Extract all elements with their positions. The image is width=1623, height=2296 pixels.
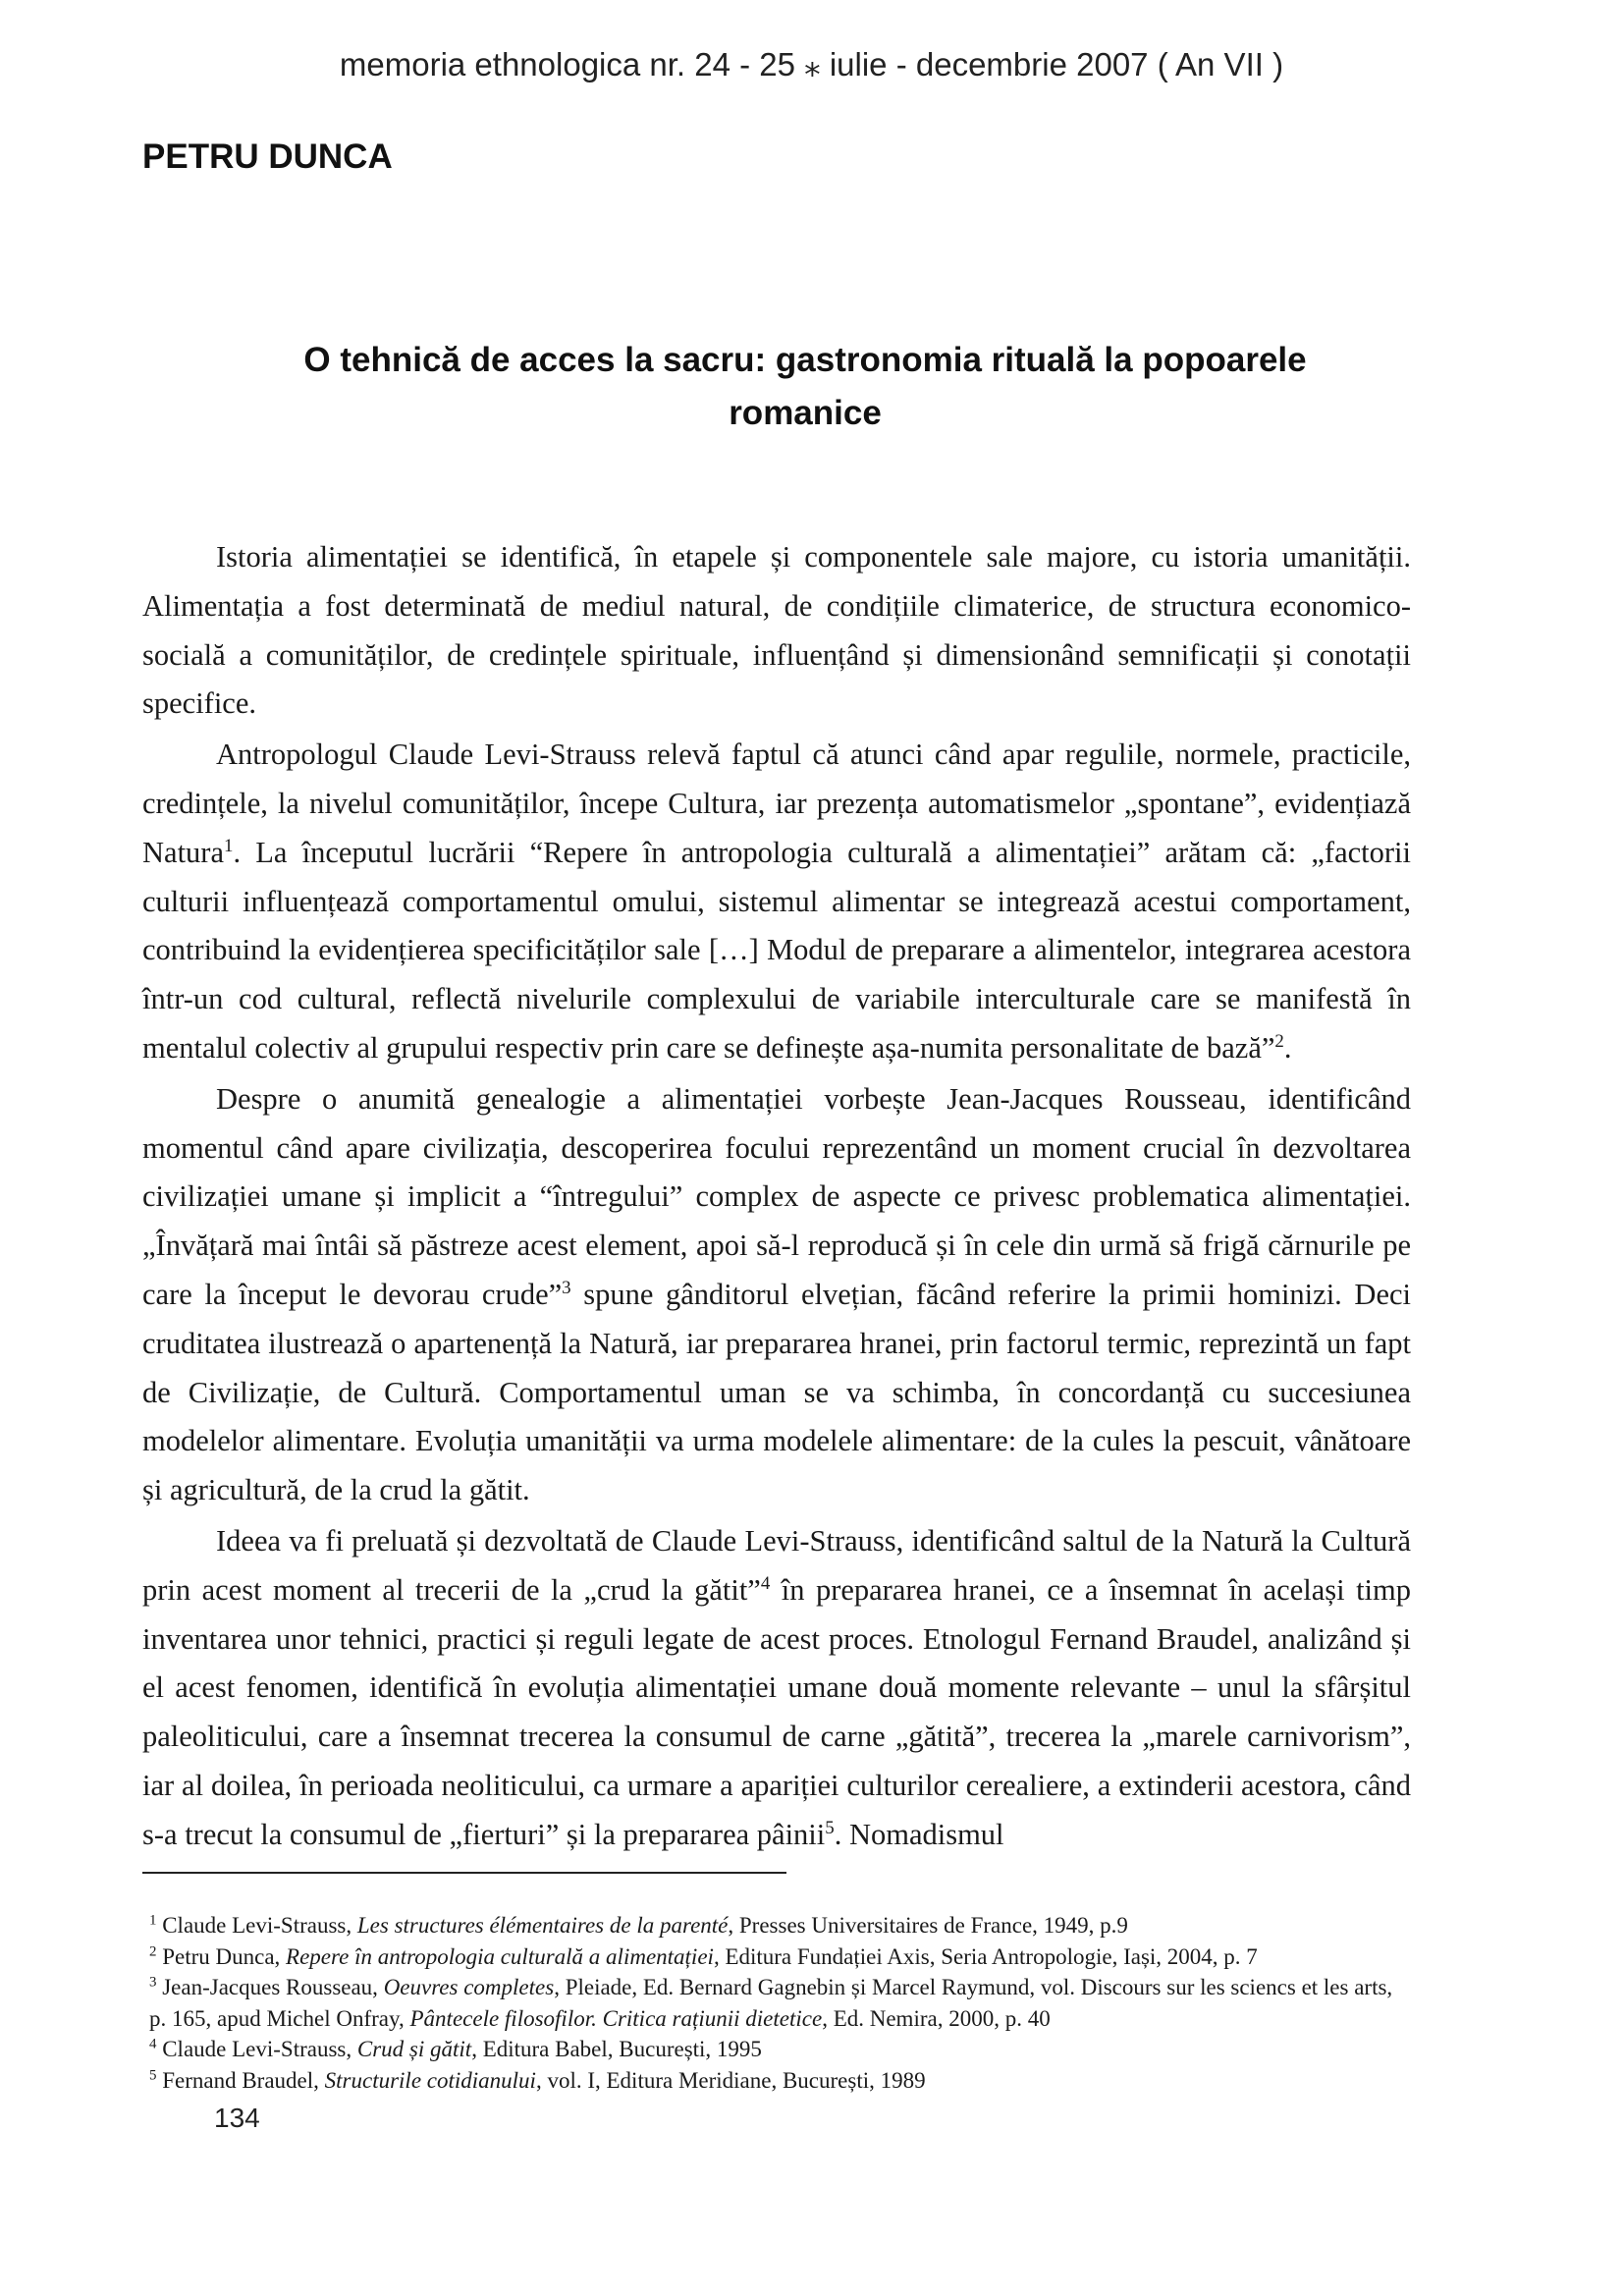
footnotes [149, 1910, 1411, 2096]
text-run: , Presses Universitaires de France, 1949, p.9 [728, 1913, 1128, 1938]
footnote-ref: 2 [1274, 1030, 1284, 1052]
footnote-ref: 4 [149, 2036, 157, 2052]
text-run: Claude Levi-Strauss, [156, 2037, 357, 2061]
text-run: spune gânditorul elvețian, făcând referire la primii hominizi. Deci cruditatea ilustrează o apartenență la Natură, iar prepararea hranei, prin factorul termic, reprezintă un fapt de Civilizație, de Cultură. Comportamentul uman se va schimba, în concordanță cu succesiunea modelelor alimentare. Evoluția umanității va urma modelele alimentare: de la cules la pescuit, vânătoare și agricultură, de la crud la gătit. [142, 1277, 1411, 1507]
article-body [142, 533, 1411, 1862]
text-run: , Pleiade, Ed. Bernard Gagnebin și Marcel Raymund, vol. Discours sur les sciencs et les arts, p. 165, apud Michel Onfray, [149, 1975, 1393, 2031]
footnote-ref: 3 [562, 1277, 571, 1298]
text-run: . Nomadismul [834, 1817, 1004, 1851]
cited-work-title: Oeuvres completes [383, 1975, 555, 1999]
running-header: memoria ethnologica nr. 24 - 25 ⁎ iulie - decembrie 2007 ( An VII ) [339, 46, 1284, 82]
cited-work-title: Les structures élémentaires de la parenté [356, 1913, 729, 1938]
article-title: O tehnică de acces la sacru: gastronomia rituală la popoarele romanice [303, 341, 1307, 432]
cited-work-title: Structurile cotidianului [324, 2067, 536, 2093]
text-run: Petru Dunca, [156, 1943, 287, 1969]
text-run: în prepararea hranei, ce a însemnat în același timp inventarea unor tehnici, practici și reguli legate de acest proces. Etnologul Fernand Braudel, analizând și el acest fenomen, identifică în evoluția alimentației umane două momente relevante – unul la sfârșitul paleoliticului, care a însemnat trecerea la consumul de carne „gătită”, trecerea la „marele carnivorism”, iar al doilea, în perioada neoliticului, ca urmare a apariției culturilor cerealiere, a extinderii acestora, când s-a trecut la consumul de „fierturi” și la prepararea pâinii [142, 1572, 1411, 1851]
text-run: Despre o anumită genealogie a alimentației vorbește Jean-Jacques Rousseau, identificând momentul când apare civilizația, descoperirea focului reprezentând un moment crucial în dezvoltarea civilizației umane și implicit a “întregului” complex de aspecte ce privesc problematica alimentației. „Învățară mai întâi să păstreze acest element, apoi să-l reproducă și în cele din urmă să frigă cărnurile pe care la început le devorau crude” [142, 1081, 1411, 1311]
text-run: Claude Levi-Strauss, [156, 1913, 357, 1938]
author-name: PETRU DUNCA [142, 137, 393, 176]
footnote-entry [149, 1941, 1411, 1973]
footnote-entry [149, 1972, 1411, 2034]
footnote-entry [149, 1910, 1411, 1941]
body-paragraph [142, 731, 1411, 1073]
text-run: Istoria alimentației se identifică, în etapele și componentele sale majore, cu istoria umanității. Alimentația a fost determinată de mediul natural, de condițiile climaterice, de structura economico-socială a comunităților, de credințele spirituale, influențând și dimensionând semnificații și conotații specifice. [142, 540, 1411, 721]
body-paragraph [142, 1517, 1411, 1860]
footnote-ref: 3 [149, 1974, 157, 1991]
text-run: Ideea va fi preluată și dezvoltată de Claude Levi-Strauss, identificând saltul de la Natură la Cultură prin acest moment al trecerii de la „crud la gătit” [142, 1523, 1411, 1607]
footnote-ref: 1 [223, 835, 234, 856]
text-run: Fernand Braudel, [156, 2067, 325, 2093]
text-run: , vol. I, Editura Meridiane, București, 1989 [535, 2067, 926, 2093]
text-run: Jean-Jacques Rousseau, [156, 1975, 384, 1999]
footnote-ref: 5 [149, 2066, 157, 2083]
text-run: , Ed. Nemira, 2000, p. 40 [822, 2005, 1051, 2031]
footnote-ref: 1 [149, 1912, 157, 1929]
footnote-entry [149, 2065, 1411, 2097]
text-run: . [1283, 1030, 1292, 1065]
body-paragraph [142, 1075, 1411, 1515]
footnote-separator [142, 1872, 786, 1874]
body-paragraph [142, 533, 1411, 729]
footnote-ref: 5 [825, 1817, 835, 1838]
footnote-ref: 4 [760, 1572, 771, 1594]
text-run: . La începutul lucrării “Repere în antropologia culturală a alimentației” arătam că: „factorii culturii influențează comportamentul omului, sistemul alimentar se integrează acestui comportament, contribuind la evidențierea specificităților sale […] Modul de preparare a alimentelor, integrarea acestora într-un cod cultural, reflectă nivelurile complexului de variabile interculturale care se manifestă în mentalul colectiv al grupului respectiv prin care se definește așa-numita personalitate de bază” [142, 835, 1411, 1065]
text-run: Antropologul Claude Levi-Strauss relevă faptul că atunci când apar regulile, normele, practicile, credințele, la nivelul comunităților, începe Cultura, iar prezența automatismelor „spontane”, evidențiază Natura [142, 738, 1411, 869]
cited-work-title: Crud și gătit [356, 2037, 472, 2061]
page-number: 134 [214, 2103, 260, 2133]
text-run: , Editura Babel, București, 1995 [471, 2037, 762, 2061]
footnote-ref: 2 [149, 1942, 157, 1959]
cited-work-title: Pântecele filosofilor. Critica rațiunii dietetice [409, 2005, 823, 2031]
cited-work-title: Repere în antropologia culturală a alimentației [286, 1943, 714, 1969]
footnote-entry [149, 2034, 1411, 2065]
text-run: , Editura Fundației Axis, Seria Antropologie, Iași, 2004, p. 7 [713, 1943, 1258, 1969]
